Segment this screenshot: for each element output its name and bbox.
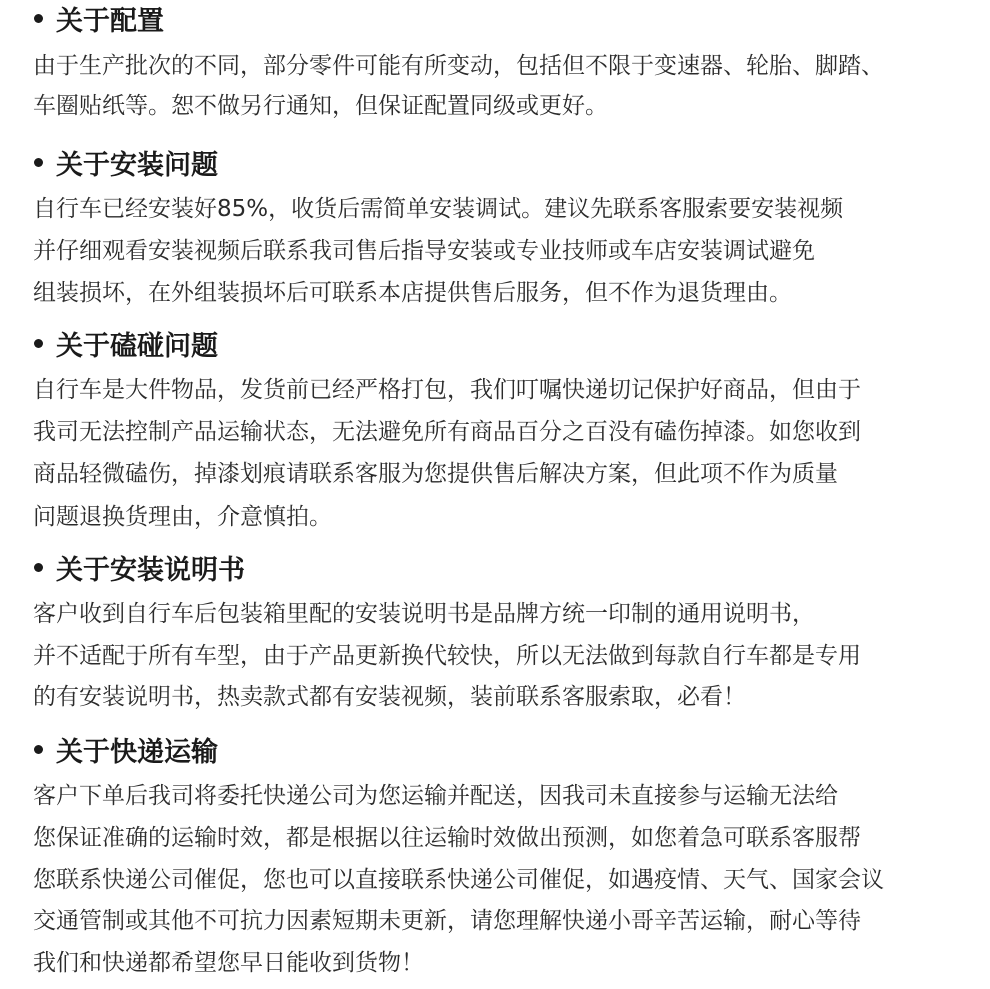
- section-title: 关于安装说明书: [56, 554, 245, 586]
- paragraph-line: 商品轻微磕伤，掉漆划痕请联系客服为您提供售后解决方案，但此项不作为质量: [33, 461, 838, 487]
- section-title: 关于配置: [56, 5, 164, 37]
- section-heading: [30, 323, 218, 363]
- paragraph-line: 我们和快递都希望您早日能收到货物！: [33, 950, 424, 976]
- bullet-icon: [34, 745, 43, 754]
- section-heading: [30, 0, 164, 38]
- paragraph-line: 的有安装说明书，热卖款式都有安装视频，装前联系客服索取，必看！: [33, 684, 746, 710]
- paragraph-line: 车圈贴纸等。恕不做另行通知，但保证配置同级或更好。: [33, 93, 608, 119]
- paragraph-line: 自行车是大件物品，发货前已经严格打包，我们叮嘱快递切记保护好商品，但由于: [33, 377, 861, 403]
- section-heading: [30, 142, 218, 182]
- paragraph-line: 客户下单后我司将委托快递公司为您运输并配送，因我司未直接参与运输无法给: [33, 783, 838, 809]
- bullet-icon: [34, 14, 43, 23]
- paragraph-line: 问题退换货理由，介意慎拍。: [33, 504, 332, 530]
- bullet-icon: [34, 339, 43, 348]
- paragraph-line: 并不适配于所有车型，由于产品更新换代较快，所以无法做到每款自行车都是专用: [33, 643, 861, 669]
- paragraph-line: 我司无法控制产品运输状态，无法避免所有商品百分之百没有磕伤掉漆。如您收到: [33, 419, 861, 445]
- paragraph-line: 客户收到自行车后包装箱里配的安装说明书是品牌方统一印制的通用说明书，: [33, 601, 815, 627]
- paragraph-line: 自行车已经安装好85%，收货后需简单安装调试。建议先联系客服索要安装视频: [33, 196, 844, 222]
- bullet-icon: [34, 158, 43, 167]
- section-heading: [30, 547, 245, 587]
- paragraph-line: 组装损坏，在外组装损坏后可联系本店提供售后服务，但不作为退货理由。: [33, 280, 792, 306]
- paragraph-line: 并仔细观看安装视频后联系我司售后指导安装或专业技师或车店安装调试避免: [33, 238, 815, 264]
- bullet-icon: [34, 563, 43, 572]
- paragraph-line: 交通管制或其他不可抗力因素短期未更新，请您理解快递小哥辛苦运输，耐心等待: [33, 908, 861, 934]
- paragraph-line: 您联系快递公司催促，您也可以直接联系快递公司催促，如遇疫情、天气、国家会议: [33, 867, 884, 893]
- section-title: 关于安装问题: [56, 149, 218, 181]
- paragraph-line: 由于生产批次的不同，部分零件可能有所变动，包括但不限于变速器、轮胎、脚踏、: [33, 53, 884, 79]
- section-title: 关于快递运输: [56, 736, 218, 768]
- paragraph-line: 您保证准确的运输时效，都是根据以往运输时效做出预测，如您着急可联系客服帮: [33, 825, 861, 851]
- section-title: 关于磕碰问题: [56, 330, 218, 362]
- section-heading: [30, 729, 218, 769]
